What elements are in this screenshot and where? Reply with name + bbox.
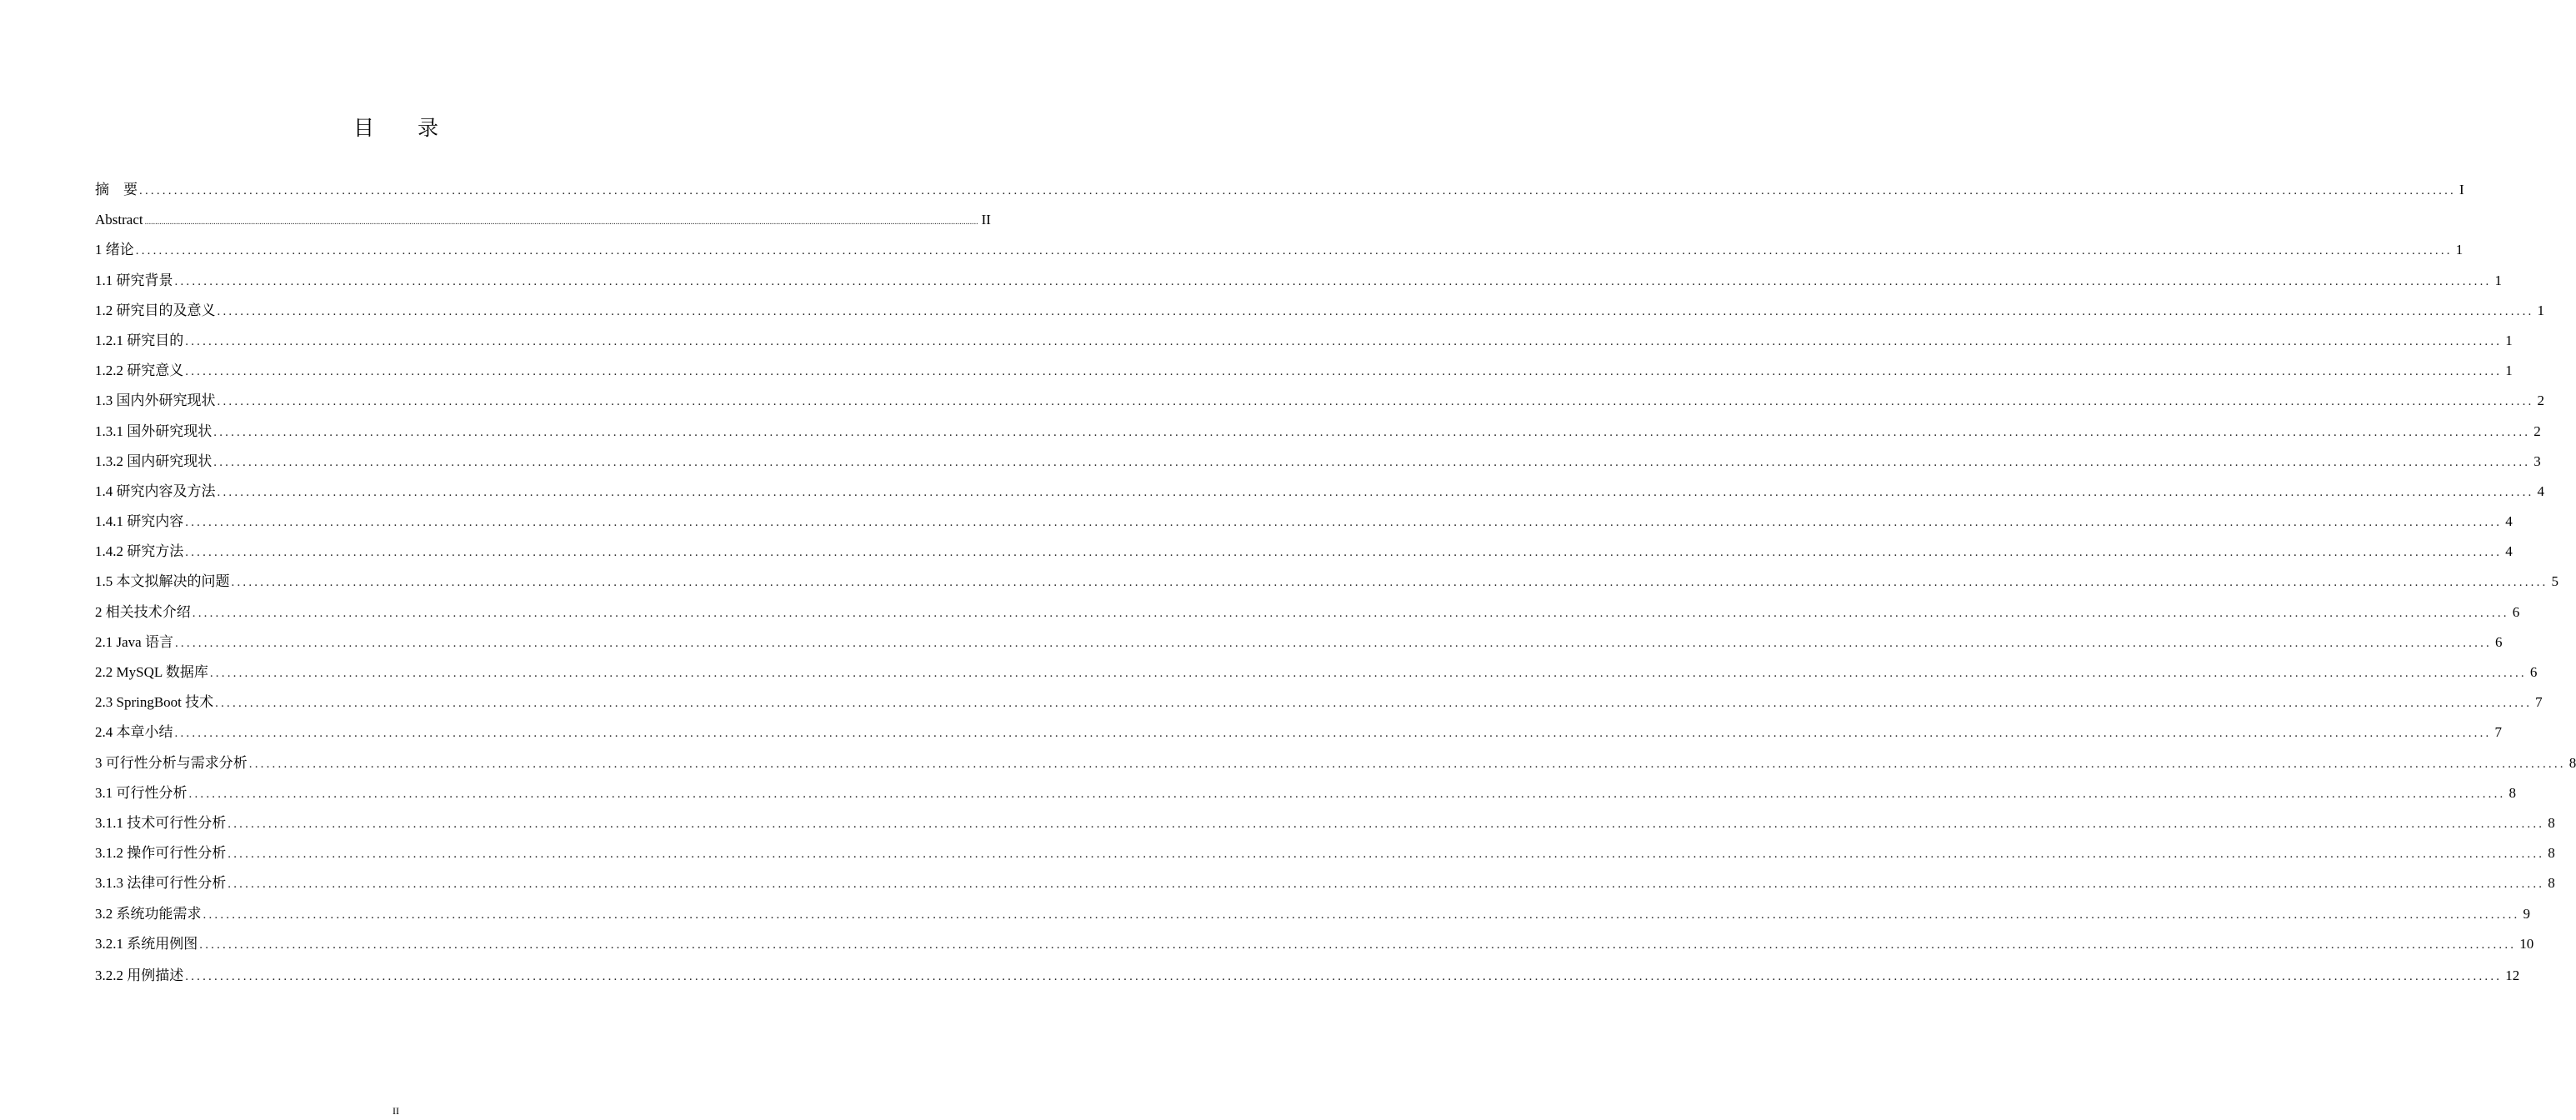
toc-dot-leader: ................................................................................................................................................................................................................................................................................................................................................................................................................ xyxy=(185,969,2503,983)
toc-dot-leader: ................................................................................................................................................................................................................................................................................................................................................................................................................ xyxy=(228,878,2545,892)
toc-entry-page-number: 12 xyxy=(2505,967,2520,983)
toc-dot-leader: ................................................................................................................................................................................................................................................................................................................................................................................................................ xyxy=(248,757,2566,771)
toc-entry-label: 1.4.2 研究方法 xyxy=(95,543,184,560)
toc-entry[interactable] xyxy=(95,296,2544,326)
toc-entry-page-number: 8 xyxy=(2548,814,2555,831)
toc-entry-page-number: 6 xyxy=(2512,603,2520,620)
toc-entry-label: 3 可行性分析与需求分析 xyxy=(95,754,248,771)
toc-dot-leader: ................................................................................................................................................................................................................................................................................................................................................................................................................ xyxy=(135,244,2453,258)
toc-entry-label: 2.2 MySQL 数据库 xyxy=(95,664,208,680)
toc-entry-page-number: 1 xyxy=(2505,362,2513,379)
toc-entry-label: 1.3.1 国外研究现状 xyxy=(95,422,213,439)
toc-entry-label: 3.1.3 法律可行性分析 xyxy=(95,875,227,892)
toc-entry-page-number: 4 xyxy=(2537,482,2544,499)
toc-entry[interactable] xyxy=(95,386,2544,416)
toc-dot-leader: ................................................................................................................................................................................................................................................................................................................................................................................................................ xyxy=(185,365,2503,379)
toc-dot-leader: ................................................................................................................................................................................................................................................................................................................................................................................................................ xyxy=(174,727,2492,741)
toc-dot-leader: ................................................................................................................................................................................................................................................................................................................................................................................................................ xyxy=(217,485,2534,499)
toc-dot-leader: ................................................................................................................................................................................................................................................................................................................................................................................................................ xyxy=(139,184,2456,198)
toc-entry[interactable] xyxy=(95,838,2555,868)
toc-dot-leader: ................................................................................................................................................................................................................................................................................................................................................................................................................ xyxy=(228,817,2545,831)
table-of-contents xyxy=(95,175,2576,992)
toc-entry-page-number: II xyxy=(981,212,991,228)
toc-entry[interactable] xyxy=(95,628,2503,658)
toc-entry-label: 1.2.2 研究意义 xyxy=(95,362,184,379)
toc-dot-leader: ................................................................................................................................................................................................................................................................................................................................................................................................................ xyxy=(185,334,2503,348)
toc-dot-leader: ................................................................................................................................................................................................................................................................................................................................................................................................................ xyxy=(217,304,2534,318)
toc-dot-leader: ................................................................................................................................................................................................................................................................................................................................................................................................................ xyxy=(213,455,2531,469)
toc-entry[interactable] xyxy=(95,899,2530,929)
toc-entry[interactable] xyxy=(95,658,2538,688)
toc-entry-label: 3.2.2 用例描述 xyxy=(95,967,184,983)
toc-entry-label: 摘 要 xyxy=(95,182,138,198)
toc-entry[interactable] xyxy=(95,959,2520,992)
toc-dot-leader: ................................................................................................................................................................................................................................................................................................................................................................................................................ xyxy=(174,274,2492,288)
toc-entry-page-number: 6 xyxy=(2529,664,2538,680)
toc-entry-label: 3.2.1 系统用例图 xyxy=(95,935,198,952)
toc-entry-page-number: 1 xyxy=(2537,302,2544,318)
footer-page-number: II xyxy=(393,1105,399,1117)
toc-entry[interactable] xyxy=(95,326,2513,356)
toc-entry-page-number: I xyxy=(2459,182,2464,198)
toc-entry-page-number: 4 xyxy=(2505,513,2513,530)
toc-entry-page-number: 5 xyxy=(2551,573,2558,590)
toc-entry-label: 3.1 可行性分析 xyxy=(95,784,188,801)
toc-entry[interactable] xyxy=(95,778,2516,808)
toc-entry-page-number: 8 xyxy=(2508,784,2516,801)
toc-entry-page-number: 7 xyxy=(2535,694,2543,711)
toc-entry-page-number: 1 xyxy=(2455,242,2463,258)
toc-entry-page-number: 6 xyxy=(2494,633,2503,650)
toc-entry[interactable] xyxy=(95,748,2576,778)
toc-entry-page-number: 1 xyxy=(2505,332,2513,348)
toc-entry[interactable] xyxy=(95,868,2555,898)
toc-entry[interactable] xyxy=(95,567,2558,597)
toc-entry-label: 2.4 本章小结 xyxy=(95,724,173,741)
toc-entry[interactable] xyxy=(95,356,2513,386)
toc-dot-leader: ................................................................................................................................................................................................................................................................................................................................................................................................................ xyxy=(203,908,2520,922)
toc-entry-label: 3.2 系统功能需求 xyxy=(95,905,202,922)
toc-entry-label: 2 相关技术介绍 xyxy=(95,603,191,620)
toc-entry[interactable] xyxy=(95,417,2541,447)
toc-entry[interactable] xyxy=(95,205,991,235)
toc-entry-page-number: 9 xyxy=(2523,905,2530,922)
toc-entry-label: 3.1.2 操作可行性分析 xyxy=(95,845,227,862)
toc-entry-label: Abstract xyxy=(95,212,143,228)
toc-entry[interactable] xyxy=(95,175,2464,205)
toc-entry-label: 1.1 研究背景 xyxy=(95,272,173,288)
toc-dot-leader: ................................................................................................................................................................................................................................................................................................................................................................................................................ xyxy=(188,787,2506,801)
toc-entry-page-number: 3 xyxy=(2533,452,2541,469)
toc-entry-label: 1.4.1 研究内容 xyxy=(95,513,184,530)
toc-dot-leader: ................................................................................................................................................................................................................................................................................................................................................................................................................ xyxy=(231,576,2548,590)
page-title: 目 录 xyxy=(353,115,457,140)
toc-entry-label: 1.3 国内外研究现状 xyxy=(95,392,216,409)
toc-entry[interactable] xyxy=(95,718,2502,748)
toc-dot-leader: ................................................................................................................................................................................................................................................................................................................................................................................................................ xyxy=(209,667,2527,680)
toc-entry[interactable] xyxy=(95,688,2543,718)
toc-entry-page-number: 8 xyxy=(2548,845,2555,862)
toc-dot-leader: ................................................................................................................................................................................................................................................................................................................................................................................................................ xyxy=(144,218,978,228)
toc-dot-leader: ................................................................................................................................................................................................................................................................................................................................................................................................................ xyxy=(192,606,2509,620)
toc-entry-label: 1.4 研究内容及方法 xyxy=(95,482,216,499)
toc-dot-leader: ................................................................................................................................................................................................................................................................................................................................................................................................................ xyxy=(174,636,2492,650)
toc-entry-label: 1 绪论 xyxy=(95,242,134,258)
toc-entry-page-number: 10 xyxy=(2519,935,2534,952)
toc-entry[interactable] xyxy=(95,808,2555,838)
toc-entry-page-number: 8 xyxy=(2568,754,2576,771)
toc-entry[interactable] xyxy=(95,447,2541,477)
toc-dot-leader: ................................................................................................................................................................................................................................................................................................................................................................................................................ xyxy=(217,395,2534,409)
toc-entry-page-number: 2 xyxy=(2533,422,2541,439)
toc-entry-label: 1.5 本文拟解决的问题 xyxy=(95,573,230,590)
toc-entry[interactable] xyxy=(95,537,2513,567)
toc-entry-page-number: 1 xyxy=(2494,272,2502,288)
toc-entry[interactable] xyxy=(95,235,2463,265)
toc-entry[interactable] xyxy=(95,598,2520,628)
toc-entry-label: 1.3.2 国内研究现状 xyxy=(95,452,213,469)
toc-dot-leader: ................................................................................................................................................................................................................................................................................................................................................................................................................ xyxy=(185,546,2503,560)
toc-entry[interactable] xyxy=(95,507,2513,537)
toc-dot-leader: ................................................................................................................................................................................................................................................................................................................................................................................................................ xyxy=(215,697,2533,711)
toc-entry[interactable] xyxy=(95,477,2544,507)
toc-entry-label: 1.2 研究目的及意义 xyxy=(95,302,216,318)
toc-entry-label: 2.1 Java 语言 xyxy=(95,633,173,650)
toc-dot-leader: ................................................................................................................................................................................................................................................................................................................................................................................................................ xyxy=(185,516,2503,530)
toc-entry[interactable] xyxy=(95,266,2502,296)
toc-entry-page-number: 8 xyxy=(2548,875,2555,892)
toc-dot-leader: ................................................................................................................................................................................................................................................................................................................................................................................................................ xyxy=(228,848,2545,862)
toc-entry-page-number: 4 xyxy=(2505,543,2513,560)
toc-entry[interactable] xyxy=(95,929,2534,959)
toc-entry-label: 2.3 SpringBoot 技术 xyxy=(95,694,214,711)
toc-entry-page-number: 2 xyxy=(2537,392,2544,409)
toc-entry-page-number: 7 xyxy=(2494,724,2502,741)
toc-dot-leader: ................................................................................................................................................................................................................................................................................................................................................................................................................ xyxy=(213,425,2531,439)
toc-dot-leader: ................................................................................................................................................................................................................................................................................................................................................................................................................ xyxy=(199,938,2517,952)
toc-entry-label: 3.1.1 技术可行性分析 xyxy=(95,814,227,831)
toc-entry-label: 1.2.1 研究目的 xyxy=(95,332,184,348)
